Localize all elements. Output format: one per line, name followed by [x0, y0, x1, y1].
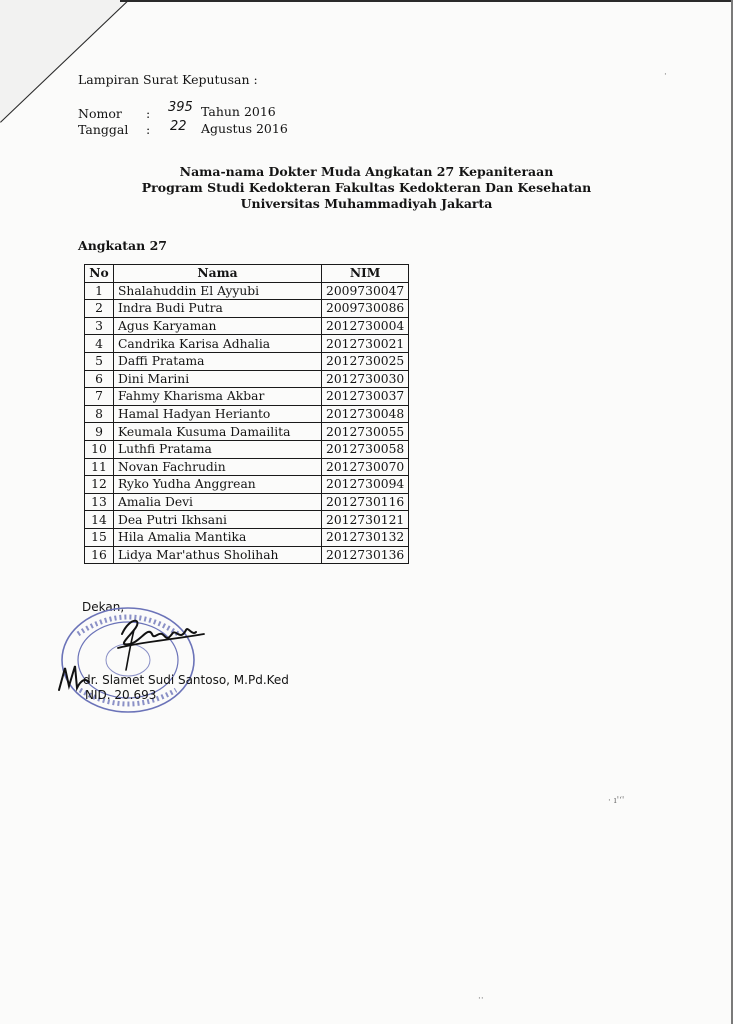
- row-number: 14: [85, 511, 114, 529]
- table-row: [85, 317, 409, 335]
- tanggal-label: Tanggal: [78, 122, 129, 137]
- row-number: 9: [85, 423, 114, 441]
- row-number: 15: [85, 528, 114, 546]
- nomor-handwritten: 395: [168, 100, 193, 115]
- table-row: [85, 546, 409, 564]
- student-nim: 2012730037: [322, 388, 409, 406]
- table-row: [85, 352, 409, 370]
- student-nim: 2012730025: [322, 352, 409, 370]
- tanggal-colon: :: [146, 122, 151, 137]
- student-name: Hamal Hadyan Herianto: [114, 405, 322, 423]
- row-number: 6: [85, 370, 114, 388]
- table-row: [85, 458, 409, 476]
- table-row: [85, 493, 409, 511]
- row-number: 8: [85, 405, 114, 423]
- student-nim: 2009730047: [322, 282, 409, 300]
- student-name: Lidya Mar'athus Sholihah: [114, 546, 322, 564]
- table-row: [85, 335, 409, 353]
- table-row: [85, 423, 409, 441]
- student-name: Fahmy Kharisma Akbar: [114, 388, 322, 406]
- row-number: 7: [85, 388, 114, 406]
- row-number: 10: [85, 440, 114, 458]
- column-header-no: No: [85, 265, 114, 283]
- table-row: [85, 388, 409, 406]
- dean-nid: NID. 20.693: [85, 688, 157, 702]
- row-number: 16: [85, 546, 114, 564]
- student-table: [84, 264, 409, 564]
- student-name: Luthfi Pratama: [114, 440, 322, 458]
- row-number: 5: [85, 352, 114, 370]
- student-nim: 2012730094: [322, 476, 409, 494]
- lampiran-label: Lampiran Surat Keputusan :: [78, 72, 258, 87]
- student-nim: 2012730121: [322, 511, 409, 529]
- table-header-row: [85, 265, 409, 283]
- student-nim: 2012730004: [322, 317, 409, 335]
- nomor-suffix: Tahun 2016: [201, 104, 276, 119]
- student-nim: 2012730055: [322, 423, 409, 441]
- student-name: Ryko Yudha Anggrean: [114, 476, 322, 494]
- student-name: Indra Budi Putra: [114, 300, 322, 318]
- student-name: Shalahuddin El Ayyubi: [114, 282, 322, 300]
- right-edge-line: [727, 0, 733, 1024]
- student-nim: 2012730070: [322, 458, 409, 476]
- row-number: 11: [85, 458, 114, 476]
- section-label: Angkatan 27: [78, 238, 167, 253]
- student-name: Keumala Kusuma Damailita: [114, 423, 322, 441]
- dean-role: Dekan,: [82, 600, 125, 614]
- student-name: Agus Karyaman: [114, 317, 322, 335]
- row-number: 2: [85, 300, 114, 318]
- dean-signature: [100, 612, 210, 672]
- student-name: Novan Fachrudin: [114, 458, 322, 476]
- table-row: [85, 528, 409, 546]
- table-row: [85, 282, 409, 300]
- table-row: [85, 511, 409, 529]
- nomor-label: Nomor: [78, 106, 122, 121]
- document-title-line-2: Program Studi Kedokteran Fakultas Kedokteran Dan Kesehatan: [141, 180, 592, 195]
- student-nim: 2012730132: [322, 528, 409, 546]
- row-number: 1: [85, 282, 114, 300]
- nomor-colon: :: [146, 106, 151, 121]
- student-nim: 2009730086: [322, 300, 409, 318]
- student-nim: 2012730058: [322, 440, 409, 458]
- table-row: [85, 405, 409, 423]
- student-nim: 2012730136: [322, 546, 409, 564]
- row-number: 13: [85, 493, 114, 511]
- document-title-line-1: Nama-nama Dokter Muda Angkatan 27 Kepaniteraan: [179, 164, 554, 179]
- dean-name: dr. Slamet Sudi Santoso, M.Pd.Ked: [83, 673, 289, 687]
- student-nim: 2012730021: [322, 335, 409, 353]
- table-row: [85, 370, 409, 388]
- student-name: Candrika Karisa Adhalia: [114, 335, 322, 353]
- student-nim: 2012730116: [322, 493, 409, 511]
- scan-speck: ··: [478, 994, 484, 1004]
- tanggal-suffix: Agustus 2016: [201, 121, 288, 136]
- table-row: [85, 476, 409, 494]
- column-header-nim: NIM: [322, 265, 409, 283]
- student-name: Dea Putri Ikhsani: [114, 511, 322, 529]
- row-number: 12: [85, 476, 114, 494]
- student-nim: 2012730048: [322, 405, 409, 423]
- top-edge-line: [120, 0, 733, 7]
- student-name: Hila Amalia Mantika: [114, 528, 322, 546]
- scan-speck: · ı'‘': [608, 796, 625, 806]
- tanggal-handwritten: 22: [170, 119, 187, 134]
- document-title-line-3: Universitas Muhammadiyah Jakarta: [240, 196, 493, 211]
- table-row: [85, 440, 409, 458]
- student-name: Dini Marini: [114, 370, 322, 388]
- column-header-nama: Nama: [114, 265, 322, 283]
- scan-speck: ·: [664, 70, 667, 80]
- row-number: 3: [85, 317, 114, 335]
- student-nim: 2012730030: [322, 370, 409, 388]
- table-row: [85, 300, 409, 318]
- student-name: Daffi Pratama: [114, 352, 322, 370]
- student-name: Amalia Devi: [114, 493, 322, 511]
- row-number: 4: [85, 335, 114, 353]
